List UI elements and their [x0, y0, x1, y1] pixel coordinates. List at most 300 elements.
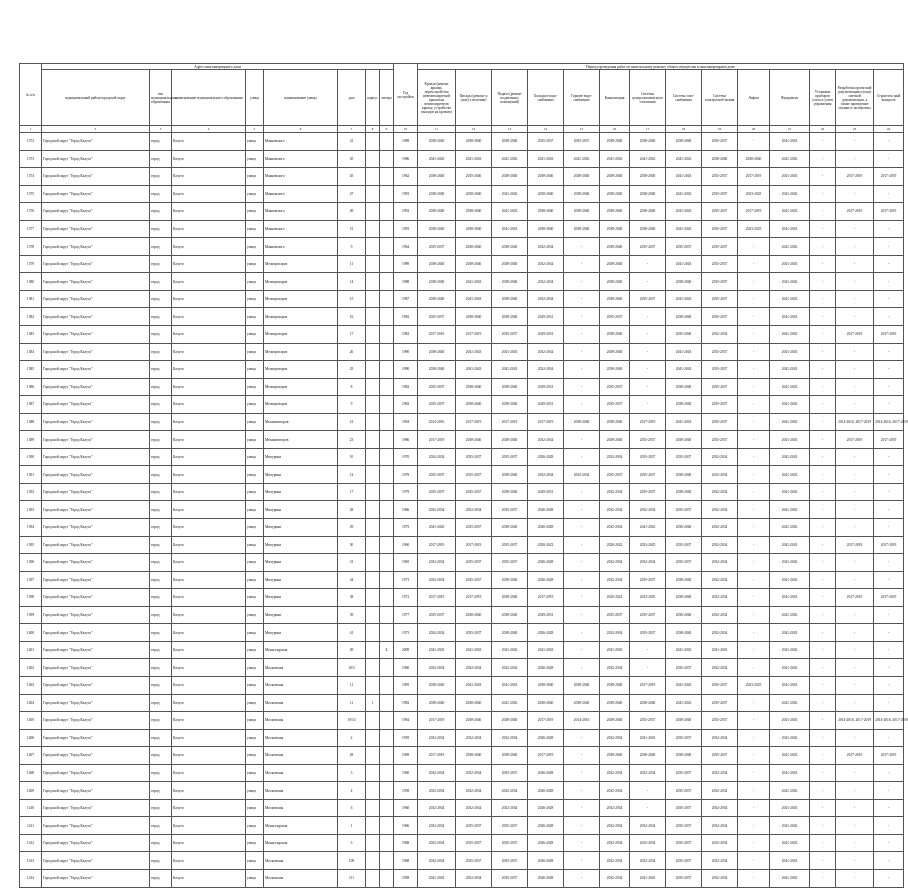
table-cell: - [874, 501, 904, 519]
table-cell: 2032-2034 [418, 764, 456, 782]
table-cell [380, 396, 394, 414]
table-cell: улица [246, 238, 264, 256]
table-cell: - [630, 782, 666, 800]
table-cell: 3 [338, 834, 366, 852]
table-cell: - [564, 308, 600, 326]
table-cell: город [150, 694, 172, 712]
table-cell: - [630, 308, 666, 326]
table-cell: 2032-2034 [418, 571, 456, 589]
table-row [20, 782, 904, 800]
table-cell: 2038-2040 [630, 185, 666, 203]
table-cell [366, 852, 380, 870]
table-cell: 2032-2034 [600, 448, 630, 466]
table-cell: 16 [338, 308, 366, 326]
table-cell: 2035-2037 [702, 308, 738, 326]
table-cell [380, 676, 394, 694]
table-cell: 2038-2040 [528, 676, 564, 694]
table-cell [366, 571, 380, 589]
table-cell: улица [246, 799, 264, 817]
column-number: 20 [738, 126, 770, 133]
table-cell [380, 519, 394, 537]
table-cell: 2041-2043 [600, 641, 630, 659]
table-cell: 1401 [20, 641, 42, 659]
table-cell: 2038-2040 [456, 255, 492, 273]
table-cell: 2038-2040 [456, 185, 492, 203]
table-cell: 2035-2037 [702, 220, 738, 238]
table-cell: 1970 [394, 448, 418, 466]
table-cell: улица [246, 150, 264, 168]
table-cell: 2035-2037 [702, 133, 738, 151]
table-cell: Городской округ "Город Калуга" [42, 466, 150, 484]
table-cell: - [564, 326, 600, 344]
table-cell: 2035-2037 [702, 290, 738, 308]
table-cell: 2032-2034 [600, 817, 630, 835]
table-cell: Калуга [172, 641, 246, 659]
table-cell: 2017-2019 [630, 676, 666, 694]
table-cell: 2017-2019 [738, 203, 770, 221]
table-cell: 1968 [394, 852, 418, 870]
table-cell: 2017-2019 [874, 747, 904, 765]
table-cell [366, 361, 380, 379]
table-cell: 2017-2019 [418, 536, 456, 554]
table-cell: - [874, 466, 904, 484]
table-cell: - [564, 396, 600, 414]
table-cell: 2038-2040 [492, 624, 528, 642]
table-cell: 2032-2034 [702, 448, 738, 466]
table-cell [380, 308, 394, 326]
table-cell: город [150, 659, 172, 677]
table-cell: 2035-2037 [666, 834, 702, 852]
table-cell: - [810, 694, 836, 712]
table-cell: 2038-2040 [630, 694, 666, 712]
table-cell: - [630, 255, 666, 273]
table-cell: Городской округ "Город Калуга" [42, 659, 150, 677]
table-cell [366, 624, 380, 642]
table-cell: 2032-2034 [702, 589, 738, 607]
table-cell: 2032-2034 [702, 554, 738, 572]
table-cell: 2041-2043 [492, 150, 528, 168]
table-cell: 2035-2037 [456, 817, 492, 835]
table-cell: 2041-2043 [418, 519, 456, 537]
table-cell: город [150, 466, 172, 484]
table-cell: - [810, 641, 836, 659]
table-cell: 2038-2040 [666, 589, 702, 607]
table-cell: 1396 [20, 554, 42, 572]
table-cell: - [874, 764, 904, 782]
table-cell: 20 [338, 343, 366, 361]
table-cell: 2023-2025 [738, 220, 770, 238]
table-cell: 2032-2034 [456, 869, 492, 887]
table-cell: 2035-2037 [600, 606, 630, 624]
table-cell: 2038-2040 [456, 747, 492, 765]
table-cell: город [150, 343, 172, 361]
table-cell: 2038-2040 [528, 168, 564, 186]
table-cell: 1391 [20, 466, 42, 484]
table-cell: - [810, 150, 836, 168]
table-cell: - [836, 554, 874, 572]
table-cell [366, 554, 380, 572]
table-cell: - [630, 641, 666, 659]
table-cell: 2017-2019 [836, 431, 874, 449]
table-cell: Городской округ "Город Калуга" [42, 220, 150, 238]
table-cell: Городской округ "Город Калуга" [42, 712, 150, 730]
table-cell: 2029-2031 [528, 483, 564, 501]
table-cell: Городской округ "Город Калуга" [42, 799, 150, 817]
table-cell: - [564, 431, 600, 449]
table-cell: город [150, 641, 172, 659]
table-cell: 2035-2037 [456, 852, 492, 870]
table-cell: Маяковского [264, 220, 338, 238]
table-cell: 2038-2040 [564, 676, 600, 694]
table-cell: - [874, 554, 904, 572]
table-cell: 2035-2037 [630, 431, 666, 449]
table-cell: 2041-2043 [770, 448, 810, 466]
table-cell [366, 220, 380, 238]
table-cell: 1388 [20, 413, 42, 431]
table-cell: 1966 [394, 817, 418, 835]
table-cell: - [874, 343, 904, 361]
table-cell: улица [246, 308, 264, 326]
table-cell: город [150, 308, 172, 326]
table-cell: 2032-2034 [702, 519, 738, 537]
table-cell: 2035-2037 [630, 448, 666, 466]
table-cell [366, 659, 380, 677]
table-cell: - [836, 834, 874, 852]
table-cell: Калуга [172, 290, 246, 308]
table-cell: 2032-2034 [702, 817, 738, 835]
table-cell: 2038-2040 [666, 466, 702, 484]
table-cell: - [738, 396, 770, 414]
table-cell: 2038-2040 [456, 378, 492, 396]
table-cell: 2041-2043 [666, 255, 702, 273]
table-cell: Калуга [172, 361, 246, 379]
table-cell [366, 326, 380, 344]
table-cell: Городской округ "Город Калуга" [42, 571, 150, 589]
table-cell: город [150, 448, 172, 466]
table-cell: 2038-2040 [600, 712, 630, 730]
table-cell: 2032-2034 [630, 764, 666, 782]
table-row [20, 396, 904, 414]
table-cell: 2029-2031 [528, 378, 564, 396]
table-cell: улица [246, 273, 264, 291]
table-cell: 1409 [20, 782, 42, 800]
table-cell: Калуга [172, 554, 246, 572]
table-cell: 2032-2034 [702, 834, 738, 852]
table-cell: 2026-2028 [528, 448, 564, 466]
table-cell: Мичурина [264, 501, 338, 519]
table-cell: - [836, 290, 874, 308]
table-cell: 1989 [394, 255, 418, 273]
table-cell: город [150, 290, 172, 308]
header-cell: корпус [366, 70, 380, 126]
table-cell: Городской округ "Город Калуга" [42, 483, 150, 501]
column-number: 15 [564, 126, 600, 133]
table-cell: Городской округ "Город Калуга" [42, 431, 150, 449]
table-cell: улица [246, 290, 264, 308]
table-cell: 2035-2037 [666, 764, 702, 782]
table-cell: 9 [338, 396, 366, 414]
table-cell [380, 150, 394, 168]
table-cell: Московская [264, 869, 338, 887]
table-cell: 8 [338, 378, 366, 396]
table-cell: 1378 [20, 238, 42, 256]
table-cell: город [150, 764, 172, 782]
table-cell: - [836, 238, 874, 256]
table-cell: 2029-2031 [528, 308, 564, 326]
table-cell: 1969 [394, 747, 418, 765]
table-cell: Московская [264, 729, 338, 747]
table-cell: 2032-2034 [600, 834, 630, 852]
table-cell: 2038-2040 [492, 308, 528, 326]
column-number: 23 [836, 126, 874, 133]
table-cell: - [810, 536, 836, 554]
table-cell: 2041-2043 [770, 185, 810, 203]
header-cell: Лифты [738, 70, 770, 126]
table-cell [366, 255, 380, 273]
table-cell: 2017-2019 [418, 747, 456, 765]
table-cell: 2035-2037 [630, 624, 666, 642]
table-cell: Калуга [172, 519, 246, 537]
table-cell: 2041-2043 [770, 220, 810, 238]
table-cell: город [150, 483, 172, 501]
table-cell: 2041-2043 [492, 220, 528, 238]
table-cell: улица [246, 378, 264, 396]
table-cell: 2041-2043 [492, 185, 528, 203]
table-cell: 30 [338, 536, 366, 554]
table-cell: 2035-2037 [702, 238, 738, 256]
table-cell: город [150, 712, 172, 730]
table-cell: - [836, 676, 874, 694]
table-cell: Мелиораторов [264, 396, 338, 414]
table-cell: - [738, 782, 770, 800]
table-cell: 2020-2022 [600, 536, 630, 554]
table-row [20, 869, 904, 887]
table-cell: 2032-2034 [528, 255, 564, 273]
table-cell: Маяковского [264, 133, 338, 151]
table-cell: 2026-2028 [528, 624, 564, 642]
table-cell: - [630, 343, 666, 361]
table-cell: Монастырская [264, 817, 338, 835]
table-cell: 1973 [394, 624, 418, 642]
header-cell: муниципальный район/городской округ [42, 70, 150, 126]
table-cell: 2017-2019 [528, 413, 564, 431]
table-cell: 2017-2019 [456, 536, 492, 554]
table-cell: 2041-2043 [456, 343, 492, 361]
table-cell: 2035-2037 [492, 764, 528, 782]
table-cell: Калуга [172, 694, 246, 712]
table-cell: 1990 [394, 361, 418, 379]
table-cell: 2038-2040 [666, 712, 702, 730]
table-cell: 2014-2016, 2017-2019 [836, 712, 874, 730]
table-cell: 2032-2034 [492, 729, 528, 747]
table-cell: 2032-2034 [456, 729, 492, 747]
table-cell: - [738, 729, 770, 747]
column-number: 11 [418, 126, 456, 133]
table-cell: 1406 [20, 729, 42, 747]
table-cell: 2041-2043 [630, 869, 666, 887]
table-cell: 2017-2019 [836, 747, 874, 765]
table-cell: 2038-2040 [418, 255, 456, 273]
table-cell: Калуга [172, 536, 246, 554]
table-row [20, 676, 904, 694]
table-cell: 2035-2037 [492, 448, 528, 466]
table-cell: 1982 [394, 694, 418, 712]
table-cell [380, 413, 394, 431]
table-cell: 2041-2043 [666, 185, 702, 203]
table-cell: 2017-2019 [836, 203, 874, 221]
table-cell: 1394 [20, 519, 42, 537]
table-cell: 2017-2019 [836, 326, 874, 344]
table-cell: 2041-2043 [456, 150, 492, 168]
column-number: 19 [702, 126, 738, 133]
table-cell: 10/5 [338, 659, 366, 677]
table-cell: - [810, 869, 836, 887]
table-cell: 2041-2043 [418, 150, 456, 168]
table-cell: 2041-2043 [770, 659, 810, 677]
table-cell: 2032-2034 [418, 448, 456, 466]
table-cell: - [836, 729, 874, 747]
table-cell: 2032-2034 [528, 238, 564, 256]
table-cell: - [810, 185, 836, 203]
table-cell [366, 676, 380, 694]
table-cell: Калуга [172, 729, 246, 747]
table-cell: улица [246, 571, 264, 589]
header-cell: Фасады (ремонт и (или) утепление) [456, 70, 492, 126]
table-cell: 1387 [20, 396, 42, 414]
table-cell: Московская [264, 799, 338, 817]
table-cell: 2041-2043 [770, 150, 810, 168]
table-cell: 2038-2040 [630, 220, 666, 238]
table-cell: 2038-2040 [666, 519, 702, 537]
table-cell: улица [246, 606, 264, 624]
table-cell: 2035-2037 [666, 659, 702, 677]
table-cell: 2032-2034 [600, 729, 630, 747]
table-cell: Городской округ "Город Калуга" [42, 361, 150, 379]
table-cell: город [150, 361, 172, 379]
table-cell: 1965 [394, 554, 418, 572]
table-cell: 2035-2037 [702, 203, 738, 221]
table-cell: улица [246, 255, 264, 273]
table-cell: - [836, 501, 874, 519]
table-cell: 2032-2034 [492, 659, 528, 677]
table-cell: - [630, 378, 666, 396]
table-cell: 2017-2019 [418, 326, 456, 344]
table-cell: Мичурина [264, 519, 338, 537]
table-cell: 1995 [394, 676, 418, 694]
table-cell: 2032-2034 [564, 466, 600, 484]
table-cell: 2038-2040 [456, 431, 492, 449]
table-row [20, 238, 904, 256]
table-row [20, 852, 904, 870]
column-number: 8 [366, 126, 380, 133]
header-cell: Год постройки [394, 64, 418, 126]
table-cell: 2017-2019 [456, 589, 492, 607]
table-cell: - [836, 694, 874, 712]
table-cell [380, 361, 394, 379]
table-cell: 2041-2043 [770, 431, 810, 449]
table-cell: Калуга [172, 747, 246, 765]
table-cell [380, 852, 394, 870]
table-row [20, 694, 904, 712]
table-cell: Калуга [172, 255, 246, 273]
table-cell: - [836, 782, 874, 800]
table-cell: 2017-2019 [630, 413, 666, 431]
table-cell: 2038-2040 [456, 203, 492, 221]
table-cell: 2038-2040 [418, 694, 456, 712]
table-cell: 2038-2040 [456, 396, 492, 414]
table-cell [380, 554, 394, 572]
table-cell: Городской округ "Город Калуга" [42, 185, 150, 203]
table-cell: 1986 [394, 431, 418, 449]
table-cell [366, 273, 380, 291]
table-cell: 2038-2040 [630, 133, 666, 151]
table-cell: 2035-2037 [702, 378, 738, 396]
table-cell [380, 747, 394, 765]
table-cell: 2032-2034 [418, 501, 456, 519]
column-number: 4 [172, 126, 246, 133]
table-cell: 2041-2043 [770, 308, 810, 326]
table-cell: - [564, 273, 600, 291]
table-cell: - [836, 817, 874, 835]
table-cell: улица [246, 326, 264, 344]
table-cell: 1414 [20, 869, 42, 887]
table-cell: 2041-2043 [492, 203, 528, 221]
table-cell: - [836, 799, 874, 817]
table-cell: 1382 [20, 308, 42, 326]
table-cell: город [150, 501, 172, 519]
table-cell: 2041-2043 [418, 869, 456, 887]
table-cell: 2041-2043 [770, 255, 810, 273]
table-cell: 2035-2037 [418, 238, 456, 256]
table-cell: 49 [338, 203, 366, 221]
table-cell: 1960 [394, 659, 418, 677]
table-cell: 2041-2043 [630, 150, 666, 168]
table-cell: 2041-2043 [770, 554, 810, 572]
table-cell: 2038-2040 [492, 396, 528, 414]
table-cell: 29 [338, 519, 366, 537]
table-cell: Городской округ "Город Калуга" [42, 378, 150, 396]
table-cell: 2038-2040 [600, 413, 630, 431]
table-cell: город [150, 185, 172, 203]
table-cell: Московская [264, 676, 338, 694]
table-cell: 2035-2037 [418, 483, 456, 501]
table-cell: - [738, 571, 770, 589]
table-cell: 2035-2037 [418, 466, 456, 484]
table-cell: 2038-2040 [564, 413, 600, 431]
table-cell: 1402 [20, 659, 42, 677]
table-cell [380, 536, 394, 554]
table-cell: 2017-2019 [456, 413, 492, 431]
table-cell: 2032-2034 [456, 501, 492, 519]
table-cell: Калуга [172, 764, 246, 782]
table-cell: 2032-2034 [456, 764, 492, 782]
table-cell: 2029-2031 [528, 326, 564, 344]
column-number: 2 [42, 126, 150, 133]
table-cell: 2032-2034 [702, 624, 738, 642]
table-cell: 2038-2040 [666, 431, 702, 449]
table-cell [380, 501, 394, 519]
table-cell: Городской округ "Город Калуга" [42, 764, 150, 782]
table-cell: 2035-2037 [456, 448, 492, 466]
table-cell: город [150, 255, 172, 273]
table-cell: - [874, 378, 904, 396]
table-cell: Калуга [172, 203, 246, 221]
table-cell: - [810, 396, 836, 414]
table-cell: 1960 [394, 536, 418, 554]
table-cell: 2035-2037 [492, 554, 528, 572]
table-cell: Городской округ "Город Калуга" [42, 554, 150, 572]
table-cell: 2032-2034 [456, 659, 492, 677]
